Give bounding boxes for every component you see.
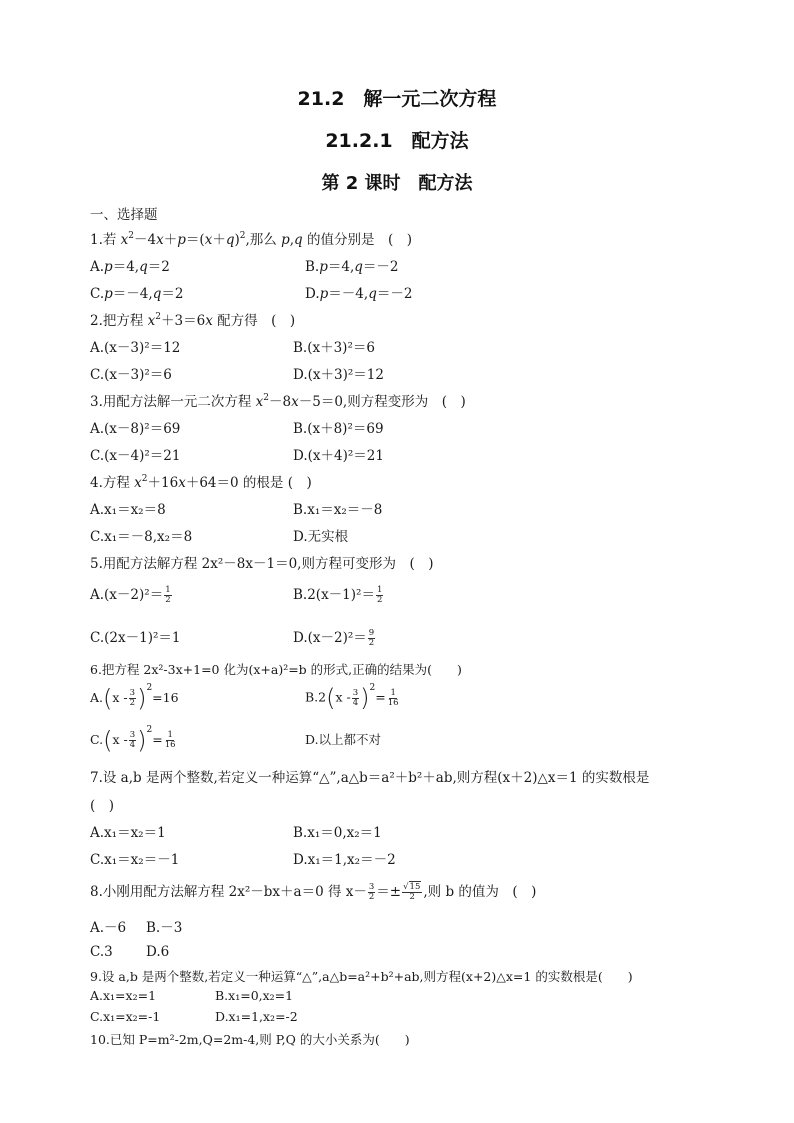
option-b[interactable]: B.2(x－1)²＝ $\frac{1}{2}$ [293,585,383,605]
option-b[interactable]: B.x₁＝x₂＝－8 [293,502,383,518]
question-7-options-cd [90,848,396,868]
option-b[interactable]: B.(x＋3)²＝6 [293,340,375,356]
option-d[interactable]: D.(x－2)²＝ $\frac{9}{2}$ [293,628,375,648]
option-c[interactable]: C.3 [90,944,113,960]
option-d[interactable]: D.(x＋4)²＝21 [293,448,384,464]
question-9: 9.设 a,b 是两个整数,若定义一种运算“△”,a△b=a²+b²+ab,则方程(x+2)△x=1 的实数根是( ) [90,969,633,984]
option-c[interactable]: C.p＝－4,q＝2 [90,286,184,302]
option-b[interactable]: B.x₁＝0,x₂＝1 [293,825,382,841]
question-3-options-cd [90,444,384,464]
option-b[interactable]: B.2(x - $\frac{3}{4}$ )$^2$= $\frac{1}{16}$ [305,682,399,712]
option-b[interactable]: B.x₁=0,x₂=1 [215,988,294,1003]
question-4-options-ab [90,498,383,518]
question-8-options-cd [90,944,170,960]
question-10: 10.已知 P=m²-2m,Q=2m-4,则 P,Q 的大小关系为( ) [90,1032,410,1047]
question-8: 8.小刚用配方法解方程 2x²－bx＋a＝0 得 x－ $\frac{3}{2}$ ＝± $\frac{√15}{2}$ ,则 b 的值为 ( ) [90,882,537,902]
section-title: 21.2 解一元二次方程 [297,88,497,110]
option-d[interactable]: D.无实根 [293,529,349,545]
option-c[interactable]: C.(2x－1)²＝1 [90,630,181,646]
option-a[interactable]: A.x₁＝x₂＝1 [90,825,166,841]
option-b[interactable]: B.－3 [146,920,183,936]
option-b[interactable]: B.(x＋8)²＝69 [293,421,384,437]
option-a[interactable]: A.－6 [90,920,127,936]
question-2-options-cd [90,363,384,383]
option-d[interactable]: D.(x＋3)²＝12 [293,367,384,383]
option-d[interactable]: D.以上都不对 [305,732,382,747]
option-a[interactable]: A.(x－3)²＝12 [90,340,181,356]
question-7: 7.设 a,b 是两个整数,若定义一种运算“△”,a△b＝a²＋b²＋ab,则方程(x＋2)△x＝1 的实数根是 [90,770,650,786]
question-2: 2.把方程 $x^2+3=6x$ 配方得 ( ) [90,312,296,329]
question-7-answer-paren: ( ) [90,798,115,814]
question-6-options-ab [90,682,399,712]
option-d[interactable]: D.6 [146,944,170,960]
lesson-title: 第 2 课时 配方法 [321,173,473,194]
question-6: 6.把方程 2x²-3x+1=0 化为(x+a)²=b 的形式,正确的结果为( ) [90,662,462,677]
question-5-options-cd [90,626,375,648]
option-c[interactable]: C.x₁=x₂=-1 [90,1009,161,1024]
option-c[interactable]: C.(x - $\frac{3}{4}$ )$^2$= $\frac{1}{16}$ [90,724,176,754]
question-1-options-ab [90,255,399,275]
question-2-options-ab [90,336,375,356]
option-d[interactable]: D.x₁=1,x₂=-2 [215,1009,298,1024]
question-5: 5.用配方法解方程 2x²－8x－1＝0,则方程可变形为 ( ) [90,556,434,572]
question-4: 4.方程 $x^2+16x+64=0$ 的根是 ( ) [90,474,312,491]
option-c[interactable]: C.(x－4)²＝21 [90,448,181,464]
question-5-options-ab [90,583,383,605]
question-6-options-cd [90,724,382,754]
question-1: 1.若 $x^2-4x+p=(x+q)^2$,那么 p,q 的值分别是 ( ) [90,231,413,248]
question-1-options-cd [90,282,413,302]
option-a[interactable]: A.(x－8)²＝69 [90,421,181,437]
subsection-title: 21.2.1 配方法 [325,130,469,152]
option-c[interactable]: C.x₁＝x₂＝－1 [90,852,180,868]
option-a[interactable]: A.x₁＝x₂＝8 [90,502,166,518]
option-b[interactable]: B.p＝4,q＝－2 [305,259,399,275]
question-9-options-ab [90,988,294,1003]
option-c[interactable]: C.(x－3)²＝6 [90,367,172,383]
question-4-options-cd [90,525,349,545]
section-heading: 一、选择题 [90,207,158,223]
option-a[interactable]: A.(x－2)²＝ $\frac{1}{2}$ [90,585,171,605]
question-9-options-cd [90,1009,298,1024]
option-a[interactable]: A.(x - $\frac{3}{2}$ )$^2$=16 [90,682,179,712]
option-c[interactable]: C.x₁＝－8,x₂＝8 [90,529,193,545]
option-d[interactable]: D.p＝－4,q＝－2 [305,286,413,302]
option-a[interactable]: A.p＝4,q＝2 [90,259,170,275]
option-d[interactable]: D.x₁＝1,x₂＝－2 [293,852,396,868]
question-8-options-ab [90,916,183,936]
question-7-options-ab [90,821,382,841]
question-3-options-ab [90,417,384,437]
option-a[interactable]: A.x₁=x₂=1 [90,988,157,1003]
question-3: 3.用配方法解一元二次方程 $x^2-8x-5=0$,则方程变形为 ( ) [90,393,466,410]
